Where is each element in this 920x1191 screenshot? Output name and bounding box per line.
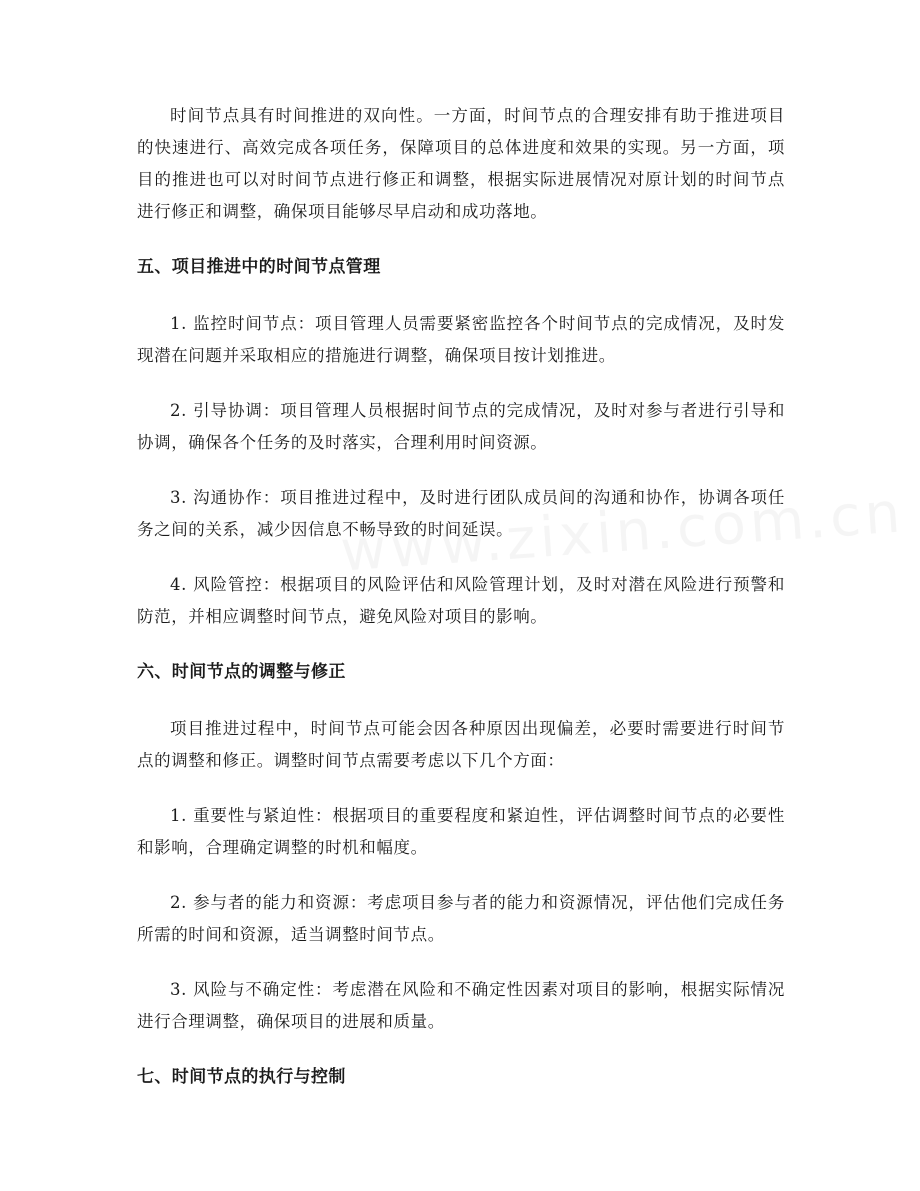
list-item: 3. 风险与不确定性：考虑潜在风险和不确定性因素对项目的影响，根据实际情况进行合理调整，确保项目的进展和质量。 bbox=[137, 980, 785, 1031]
list-item: 1. 重要性与紧迫性：根据项目的重要程度和紧迫性，评估调整时间节点的必要性和影响，合理确定调整的时机和幅度。 bbox=[137, 806, 785, 857]
section-heading-6: 六、时间节点的调整与修正 bbox=[137, 662, 346, 682]
list-item: 2. 引导协调：项目管理人员根据时间节点的完成情况，及时对参与者进行引导和协调，确保各个任务的及时落实，合理利用时间资源。 bbox=[137, 401, 785, 452]
list-item: 3. 沟通协作：项目推进过程中，及时进行团队成员间的沟通和协作，协调各项任务之间的关系，减少因信息不畅导致的时间延误。 bbox=[137, 488, 785, 539]
list-item: 2. 参与者的能力和资源：考虑项目参与者的能力和资源情况，评估他们完成任务所需的时间和资源，适当调整时间节点。 bbox=[137, 893, 785, 944]
paragraph: 时间节点具有时间推进的双向性。一方面，时间节点的合理安排有助于推进项目的快速进行、高效完成各项任务，保障项目的总体进度和效果的实现。另一方面，项目的推进也可以对时间节点进行修正和调整，根据实际进展情况对原计划的时间节点进行修正和调整，确保项目能够尽早启动和成功落地。 bbox=[137, 106, 785, 221]
section-heading-5: 五、项目推进中的时间节点管理 bbox=[137, 257, 381, 277]
section-heading-7: 七、时间节点的执行与控制 bbox=[137, 1067, 346, 1087]
paragraph: 项目推进过程中，时间节点可能会因各种原因出现偏差，必要时需要进行时间节点的调整和修正。调整时间节点需要考虑以下几个方面： bbox=[137, 719, 785, 770]
list-item: 4. 风险管控：根据项目的风险评估和风险管理计划，及时对潜在风险进行预警和防范，并相应调整时间节点，避免风险对项目的影响。 bbox=[137, 575, 785, 626]
document-body bbox=[137, 100, 785, 1118]
list-item: 1. 监控时间节点：项目管理人员需要紧密监控各个时间节点的完成情况，及时发现潜在问题并采取相应的措施进行调整，确保项目按计划推进。 bbox=[137, 314, 785, 365]
